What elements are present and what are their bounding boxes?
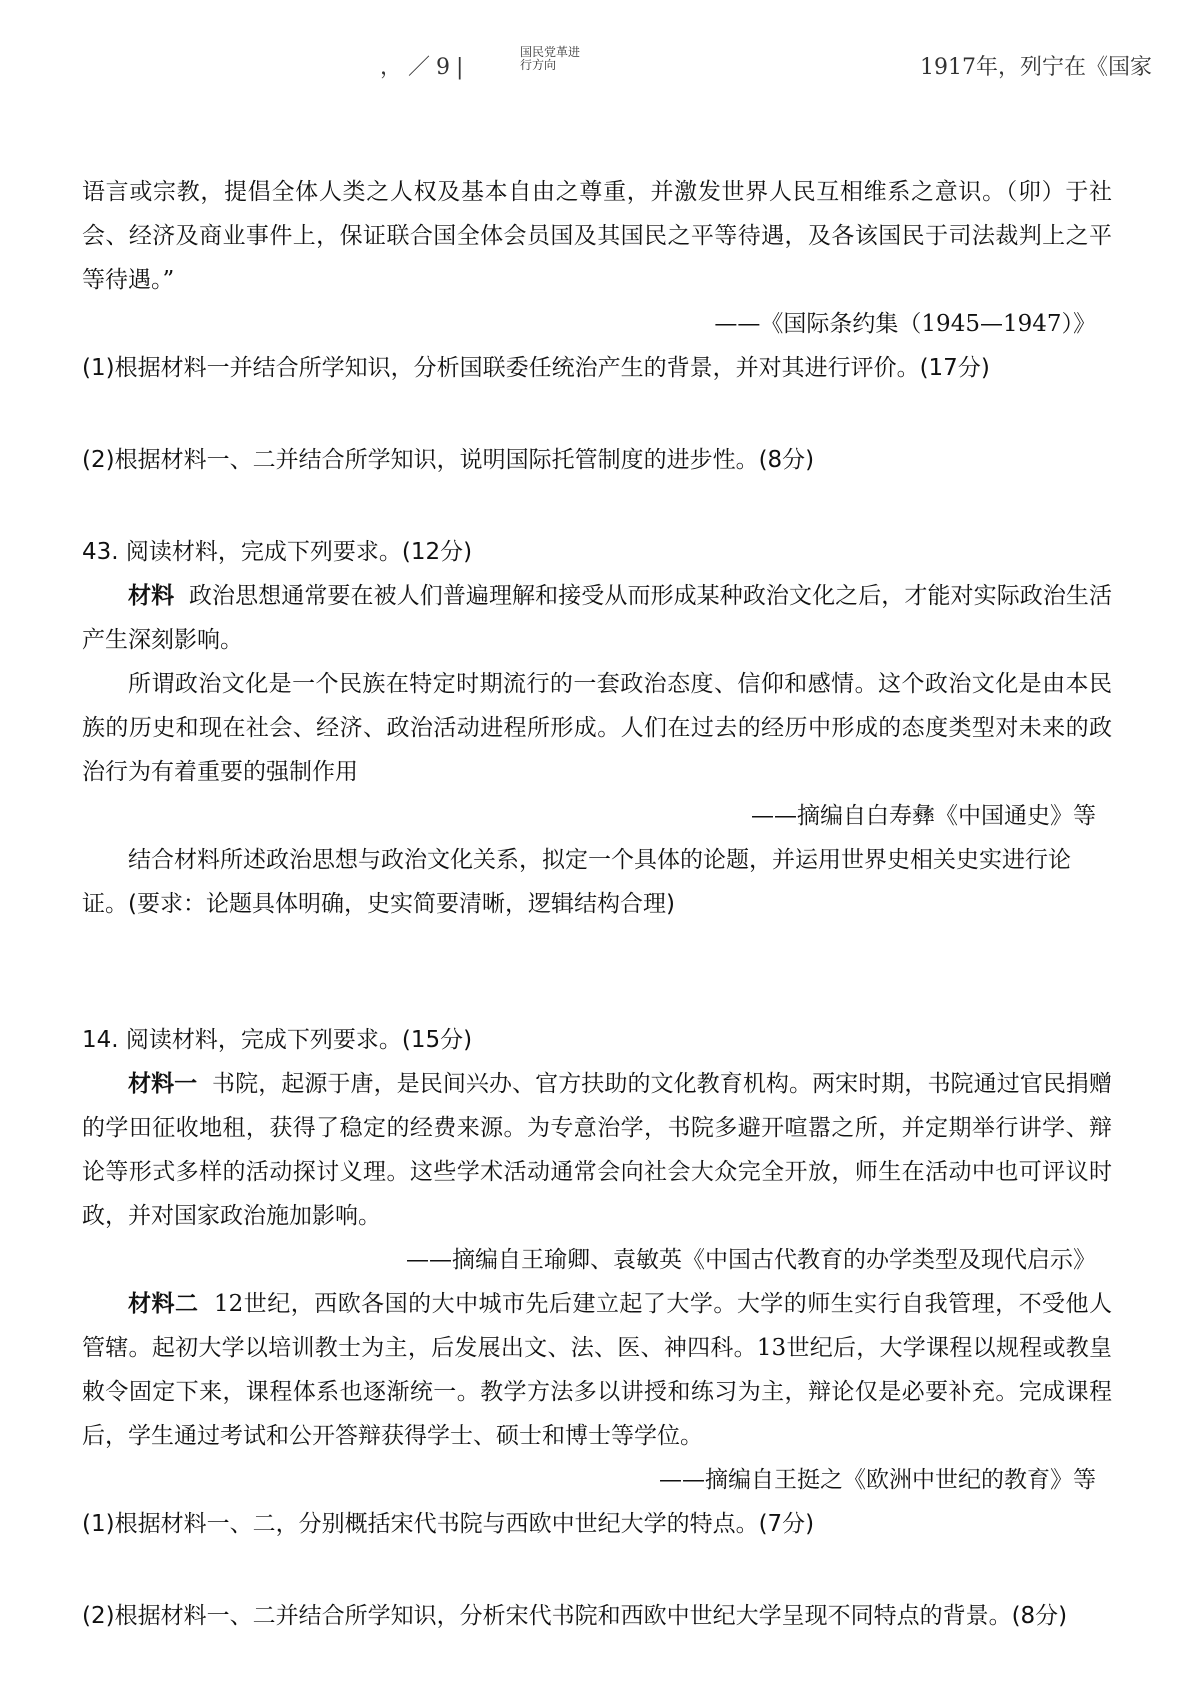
q44-sub2: (2)根据材料一、二并结合所学知识，分析宋代书院和西欧中世纪大学呈现不同特点的背景。(8分)	[82, 1603, 1068, 1629]
q44-material2	[82, 1282, 1112, 1458]
q44-sub1: (1)根据材料一、二，分别概括宋代书院与西欧中世纪大学的特点。(7分)	[82, 1511, 815, 1537]
q44-m2-label: 材料二	[128, 1291, 199, 1317]
q43-material-p1	[82, 574, 1112, 662]
page-content	[82, 170, 1112, 1638]
q43-task: 结合材料所述政治思想与政治文化关系，拟定一个具体的论题，并运用世界史相关史实进行论证。(要求：论题具体明确，史实简要清晰，逻辑结构合理)	[82, 847, 1071, 917]
q42-sub1: (1)根据材料一并结合所学知识，分析国联委任统治产生的背景，并对其进行评价。(17分)	[82, 355, 990, 381]
q44-m2-source: ——摘编自王挺之《欧洲中世纪的教育》等	[659, 1467, 1096, 1493]
q44-m1-text: 书院，起源于唐，是民间兴办、官方扶助的文化教育机构。两宋时期，书院通过官民捐赠的学田征收地租，获得了稳定的经费来源。为专意治学，书院多避开喧嚣之所，并定期举行讲学、辩论等形式多样的活动探讨义理。这些学术活动通常会向社会大众完全开放，师生在活动中也可评议时政，并对国家政治施加影响。	[82, 1071, 1113, 1229]
header-left-fragment: ，／9|	[380, 55, 470, 80]
q43-material-p2: 所谓政治文化是一个民族在特定时期流行的一套政治态度、信仰和感情。这个政治文化是由本民族的历史和现在社会、经济、政治活动进程所形成。人们在过去的经历中形成的态度类型对未来的政治行为有着重要的强制作用	[82, 671, 1112, 785]
header-right-fragment: 1917年，列宁在《国家	[920, 55, 1152, 80]
page-header	[0, 38, 1200, 82]
q44-material1	[82, 1062, 1112, 1238]
q44-m2-text: 12世纪，西欧各国的大中城市先后建立起了大学。大学的师生实行自我管理，不受他人管辖。起初大学以培训教士为主，后发展出文、法、医、神四科。13世纪后，大学课程以规程或教皇敕令固定下来，课程体系也逐渐统一。教学方法多以讲授和练习为主，辩论仅是必要补充。完成课程后，学生通过考试和公开答辩获得学士、硕士和博士等学位。	[82, 1291, 1112, 1449]
q43-source: ——摘编自白寿彝《中国通史》等	[751, 803, 1096, 829]
q44-heading: 14. 阅读材料，完成下列要求。(15分)	[82, 1027, 473, 1053]
q43-material-p1-text: 政治思想通常要在被人们普遍理解和接受从而形成某种政治文化之后，才能对实际政治生活产生深刻影响。	[82, 583, 1113, 653]
q42-material-text: 语言或宗教，提倡全体人类之人权及基本自由之尊重，并激发世界人民互相维系之意识。（卯）于社会、经济及商业事件上，保证联合国全体会员国及其国民之平等待遇，及各该国民于司法裁判上之平等待遇。”	[82, 179, 1112, 293]
header-middle-fragment: 国民党革进行方向	[520, 45, 581, 72]
q42-source: ——《国际条约集（1945—1947）》	[714, 311, 1096, 337]
q44-m1-source: ——摘编自王瑜卿、袁敏英《中国古代教育的办学类型及现代启示》	[406, 1247, 1096, 1273]
q43-material-label: 材料	[128, 583, 175, 609]
q42-sub2: (2)根据材料一、二并结合所学知识，说明国际托管制度的进步性。(8分)	[82, 447, 815, 473]
q43-heading: 43. 阅读材料，完成下列要求。(12分)	[82, 539, 473, 565]
q44-m1-label: 材料一	[128, 1071, 198, 1097]
